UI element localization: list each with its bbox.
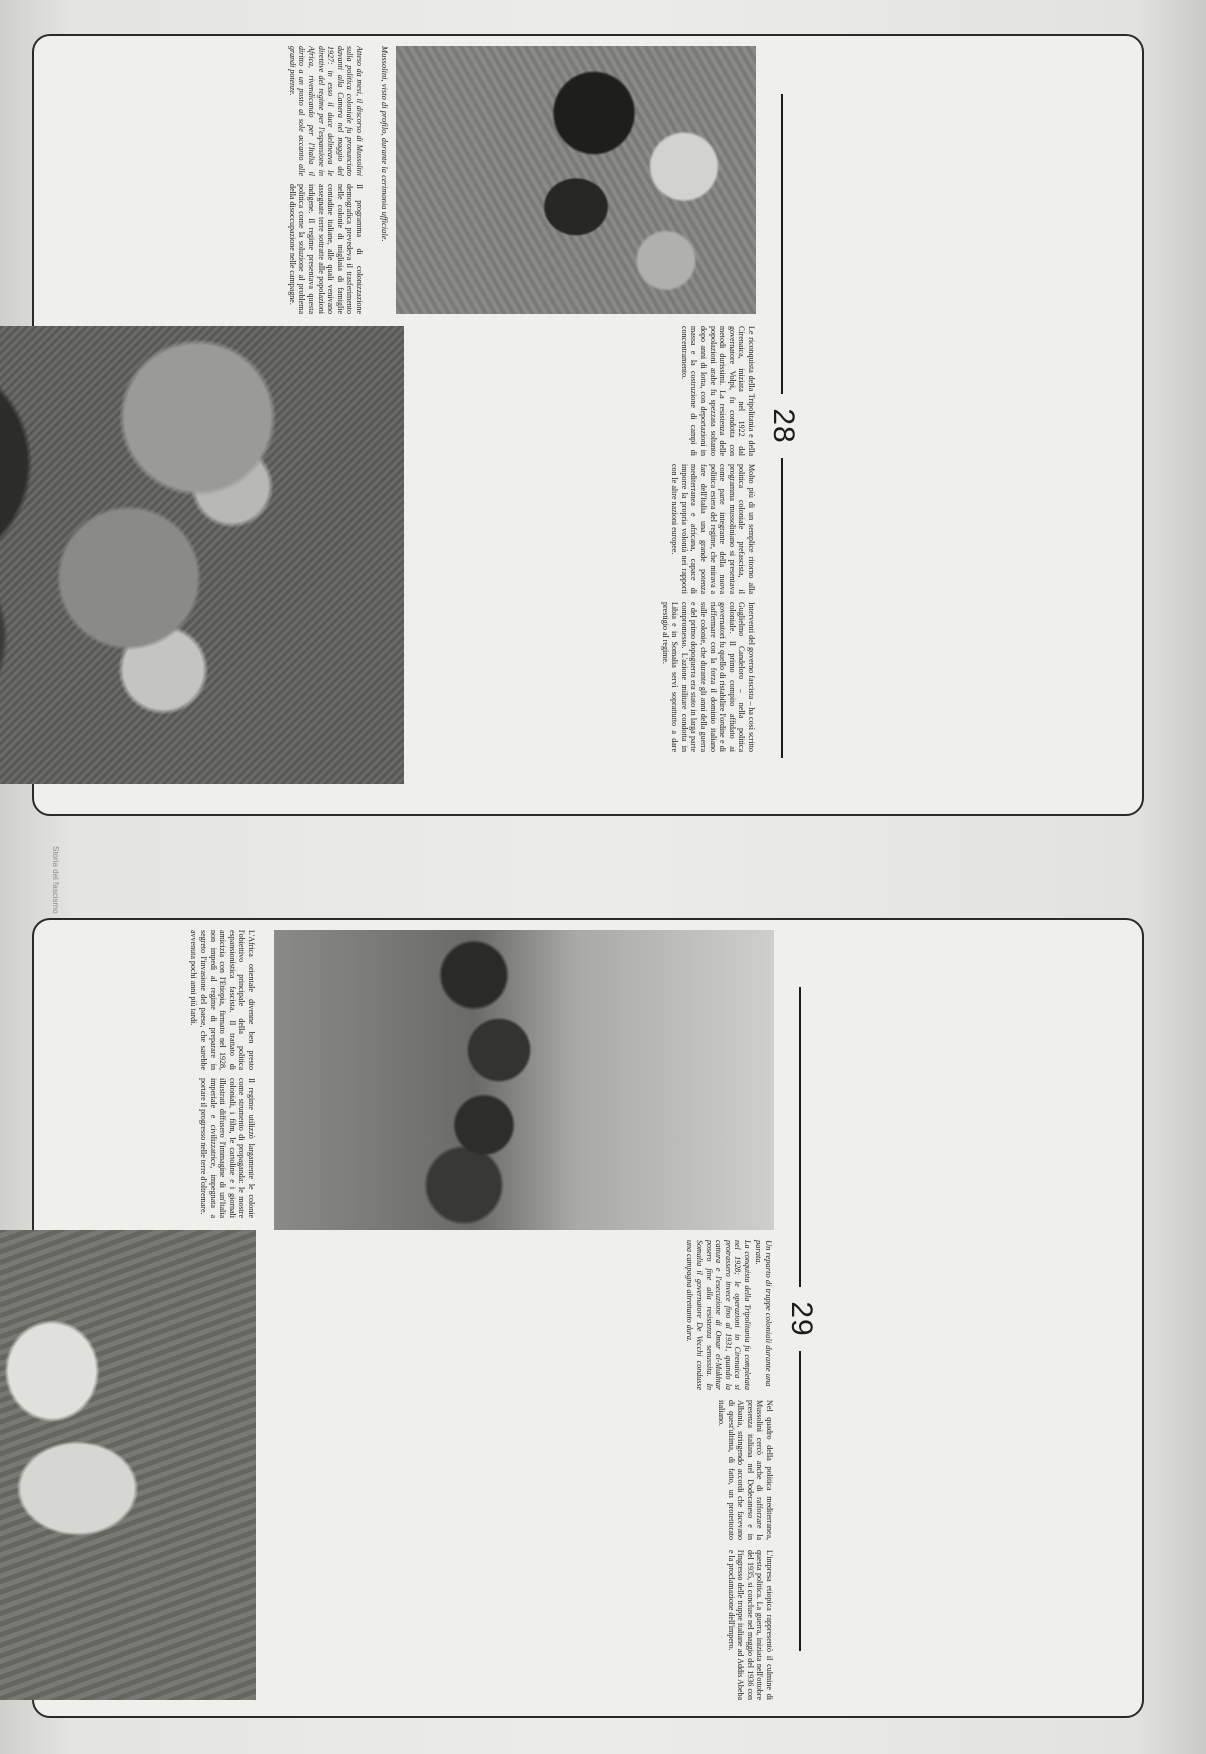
page-28 xyxy=(32,34,1144,816)
text-column: Interventi del governo fascista – ha così scritto Guglielmo Candeloro – nella politica coloniale. Il primo compito affidato ai governatori fu quello di ristabilire l'ordine e di riaffermare con la forza il dominio italiano sulle colonie, che durante gli anni della guerra e del primo dopoguerra era stato in larga parte compromesso. L'azione militare condotta in Libia e in Somalia servì soprattutto a dare prestigio al regime. xyxy=(660,602,756,752)
text-column: Il regime utilizzò largamente le colonie come strumento di propaganda: le mostre coloniali, i film, le cartoline e i giornali illustrati diffusero l'immagine di un'Italia imperiale e civilizzatrice, impegnata a portare il progresso nelle terre d'oltremare. xyxy=(199,1078,256,1218)
photo-portrait xyxy=(396,46,756,314)
photo-convoy xyxy=(0,1230,256,1700)
gutter-text: Storia del fascismo xyxy=(51,846,60,914)
text-column: L'impresa etiopica rappresentò il culmine di questa politica. La guerra, iniziata nell'ottobre del 1935, si concluse nel maggio del 1936 con l'ingresso delle truppe italiane ad Addis Abeba e la proclamazione dell'impero. xyxy=(726,1550,774,1700)
photo-troops xyxy=(274,930,774,1230)
photo-caption: Mussolini, visto di profilo, durante la cerimonia ufficiale. xyxy=(380,46,390,242)
page-29 xyxy=(32,918,1144,1718)
page-number: 28 xyxy=(766,36,800,816)
text-column: Atteso da mesi, il discorso di Mussolini sulla politica coloniale fu pronunciato davanti alla Camera nel maggio del 1927: in esso il duce delineava le direttive del regime per l'espansione in Africa, rivendicando per l'Italia il diritto a un posto al sole accanto alle grandi potenze. xyxy=(287,46,364,176)
page-number: 29 xyxy=(784,920,818,1718)
text-column: La conquista della Tripolitania fu completata nel 1928; le operazioni in Cirenaica si protrassero invece fino al 1931, quando la cattura e l'esecuzione di Omar el-Mukhtar posero fine alla resistenza senussita. In Somalia il governatore De Vecchi condusse una campagna altrettanto dura. xyxy=(685,1240,752,1390)
text-column: Il programma di colonizzazione demografica prevedeva il trasferimento nelle colonie di migliaia di famiglie contadine italiane, alle quali venivano assegnate terre sottratte alle popolazioni indigene. Il regime presentava questa politica come la soluzione al problema della disoccupazione nelle campagne. xyxy=(287,184,364,314)
text-column: Le riconquista della Tripolitania e della Cirenaica, iniziata nel 1922 dal governatore Volpi, fu condotta con metodi durissimi. La resistenza delle popolazioni arabe fu spezzata soltanto dopo anni di lotta, con deportazioni in massa e la costruzione di campi di concentramento. xyxy=(679,326,756,456)
text-column: L'Africa orientale divenne ben presto l'obiettivo principale della politica espansionistica fascista. Il trattato di amicizia con l'Etiopia, firmato nel 1928, non impedì al regime di preparare in segreto l'invasione del paese, che sarebbe avvenuta pochi anni più tardi. xyxy=(189,930,256,1070)
photo-crowd xyxy=(0,326,404,784)
photo-caption: Un reparto di truppe coloniali durante una parata. xyxy=(754,1240,774,1387)
text-column: Nel quadro della politica mediterranea, Mussolini cercò anche di rafforzare la presenza italiana nel Dodecaneso e in Albania, stringendo accordi che facevano di quest'ultima, di fatto, un protettorato italiano. xyxy=(717,1400,774,1540)
text-column: Molto più di un semplice ritorno alla politica coloniale prefascista, il programma mussoliniano si presentava come parte integrante della nuova politica estera del regime, che mirava a fare dell'Italia una grande potenza mediterranea e africana, capace di imporre la propria volontà nei rapporti con le altre nazioni europee. xyxy=(670,464,756,594)
